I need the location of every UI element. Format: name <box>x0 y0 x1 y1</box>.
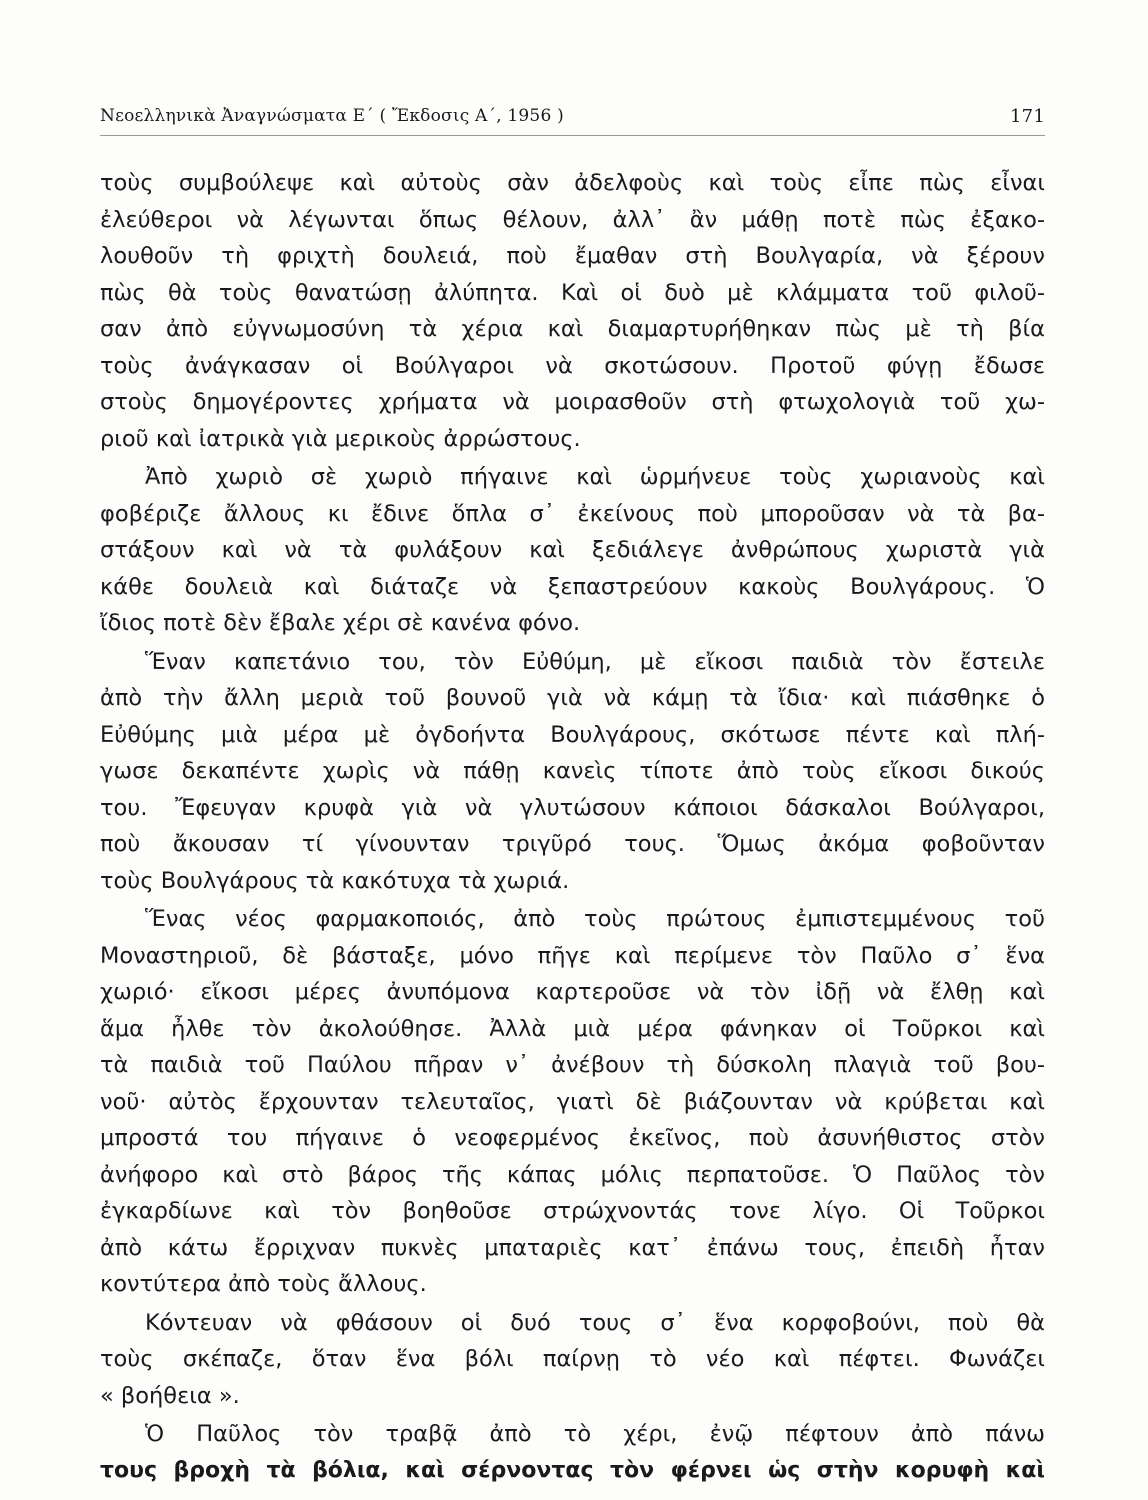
text-line: χωριό· εἴκοσι μέρες ἀνυπόμονα καρτεροῦσε νὰ τὸν ἰδῇ νὰ ἔλθῃ καὶ <box>100 979 1045 1005</box>
text-line: ἐλεύθεροι νὰ λέγωνται ὅπως θέλουν, ἀλλ᾽ ἂν μάθῃ ποτὲ πὼς ἐξακο- <box>100 206 1045 233</box>
text-line: τὰ παιδιὰ τοῦ Παύλου πῆραν ν᾽ ἀνέβουν τὴ δύσκολη πλαγιὰ τοῦ βου- <box>100 1052 1045 1078</box>
body-text <box>100 165 1045 1489</box>
text-line: φοβέριζε ἄλλους κι ἔδινε ὅπλα σ᾽ ἐκείνους ποὺ μποροῦσαν νὰ τὰ βα- <box>100 500 1045 527</box>
text-line: Ἀπὸ χωριὸ σὲ χωριὸ πήγαινε καὶ ὡρμήνευε τοὺς χωριανοὺς καὶ <box>145 464 1045 490</box>
text-line: στοὺς δημογέροντες χρήματα νὰ μοιρασθοῦν στὴ φτωχολογιὰ τοῦ χω- <box>100 389 1045 415</box>
paragraph <box>100 165 1045 457</box>
text-line: τοὺς συμβούλεψε καὶ αὐτοὺς σὰν ἀδελφοὺς καὶ τοὺς εἶπε πὼς εἶναι <box>100 170 1045 196</box>
text-line: κοντύτερα ἀπὸ τοὺς ἄλλους. <box>100 1271 427 1297</box>
paragraph <box>100 901 1045 1303</box>
paragraph <box>100 644 1045 900</box>
paragraph <box>100 1416 1045 1489</box>
text-line: ριοῦ καὶ ἰατρικὰ γιὰ μερικοὺς ἀρρώστους. <box>100 425 581 452</box>
text-line: ἀπὸ τὴν ἄλλη μεριὰ τοῦ βουνοῦ γιὰ νὰ κάμῃ τὰ ἴδια· καὶ πιάσθηκε ὁ <box>100 685 1045 711</box>
text-line: Κόντευαν νὰ φθάσουν οἱ δυό τους σ᾽ ἕνα κορφοβούνι, ποὺ θὰ <box>145 1309 1045 1336</box>
page-number: 171 <box>1010 106 1045 127</box>
text-line: ποὺ ἄκουσαν τί γίνουνταν τριγῦρό τους. Ὅμως ἀκόμα φοβοῦνταν <box>100 831 1045 857</box>
text-line: πὼς θὰ τοὺς θανατώσῃ ἀλύπητα. Καὶ οἱ δυὸ μὲ κλάμματα τοῦ φιλοῦ- <box>100 279 1045 306</box>
text-line: Εὐθύμης μιὰ μέρα μὲ ὀγδοήντα Βουλγάρους, σκότωσε πέντε καὶ πλή- <box>100 721 1045 748</box>
text-line: γωσε δεκαπέντε χωρὶς νὰ πάθῃ κανεὶς τίποτε ἀπὸ τοὺς εἴκοσι δικούς <box>100 758 1045 784</box>
paragraph <box>100 459 1045 642</box>
text-line: ἐγκαρδίωνε καὶ τὸν βοηθοῦσε στρώχνοντάς τονε λίγο. Οἱ Τοῦρκοι <box>100 1198 1045 1224</box>
text-line: του. Ἔφευγαν κρυφὰ γιὰ νὰ γλυτώσουν κάποιοι δάσκαλοι Βούλγαροι, <box>100 794 1045 821</box>
text-line: ἴδιος ποτὲ δὲν ἔβαλε χέρι σὲ κανένα φόνο. <box>100 610 581 636</box>
text-line: μπροστά του πήγαινε ὁ νεοφερμένος ἐκεῖνος, ποὺ ἀσυνήθιστος στὸν <box>100 1125 1045 1151</box>
text-line: Ἕνας νέος φαρμακοποιός, ἀπὸ τοὺς πρώτους ἐμπιστεμμένους τοῦ <box>145 906 1045 932</box>
text-line: Μοναστηριοῦ, δὲ βάσταξε, μόνο πῆγε καὶ περίμενε τὸν Παῦλο σ᾽ ἕνα <box>100 942 1045 969</box>
text-line: Ἕναν καπετάνιο του, τὸν Εὐθύμη, μὲ εἴκοσι παιδιὰ τὸν ἔστειλε <box>145 648 1045 675</box>
running-header-title: Νεοελληνικὰ Ἀναγνώσματα Ε΄ ( Ἔκδοσις Α΄, 1956 ) <box>100 106 564 126</box>
text-line: ἀπὸ κάτω ἔρριχναν πυκνὲς μπαταριὲς κατ᾽ ἐπάνω τους, ἐπειδὴ ἦταν <box>100 1234 1045 1261</box>
text-line: ἅμα ἦλθε τὸν ἀκολούθησε. Ἀλλὰ μιὰ μέρα φάνηκαν οἱ Τοῦρκοι καὶ <box>100 1015 1045 1042</box>
text-line: στάξουν καὶ νὰ τὰ φυλάξουν καὶ ξεδιάλεγε ἀνθρώπους χωριστὰ γιὰ <box>100 537 1045 563</box>
text-line: τους βροχὴ τὰ βόλια, καὶ σέρνοντας τὸν φέρνει ὡς στὴν κορυφὴ καὶ <box>100 1457 1045 1483</box>
running-header <box>100 104 1045 136</box>
text-line: τοὺς ἀνάγκασαν οἱ Βούλγαροι νὰ σκοτώσουν. Προτοῦ φύγῃ ἔδωσε <box>100 352 1045 379</box>
text-line: τοὺς σκέπαζε, ὅταν ἕνα βόλι παίρνῃ τὸ νέο καὶ πέφτει. Φωνάζει <box>100 1346 1045 1372</box>
text-line: ἀνήφορο καὶ στὸ βάρος τῆς κάπας μόλις περπατοῦσε. Ὁ Παῦλος τὸν <box>100 1161 1045 1188</box>
paragraph <box>100 1305 1045 1415</box>
text-line: τοὺς Βουλγάρους τὰ κακότυχα τὰ χωριά. <box>100 867 570 894</box>
header-rule <box>100 135 1045 136</box>
text-line: Ὁ Παῦλος τὸν τραβᾷ ἀπὸ τὸ χέρι, ἐνῷ πέφτουν ἀπὸ πάνω <box>145 1421 1045 1447</box>
text-line: σαν ἀπὸ εὐγνωμοσύνη τὰ χέρια καὶ διαμαρτυρήθηκαν πὼς μὲ τὴ βία <box>100 316 1045 342</box>
text-line: νοῦ· αὐτὸς ἔρχουνταν τελευταῖος, γιατὶ δὲ βιάζουνταν νὰ κρύβεται καὶ <box>100 1088 1045 1115</box>
text-line: κάθε δουλειὰ καὶ διάταζε νὰ ξεπαστρεύουν κακοὺς Βουλγάρους. Ὁ <box>100 573 1045 600</box>
text-line: « βοήθεια ». <box>100 1382 240 1409</box>
text-line: λουθοῦν τὴ φριχτὴ δουλειά, ποὺ ἔμαθαν στὴ Βουλγαρία, νὰ ξέρουν <box>100 243 1045 269</box>
